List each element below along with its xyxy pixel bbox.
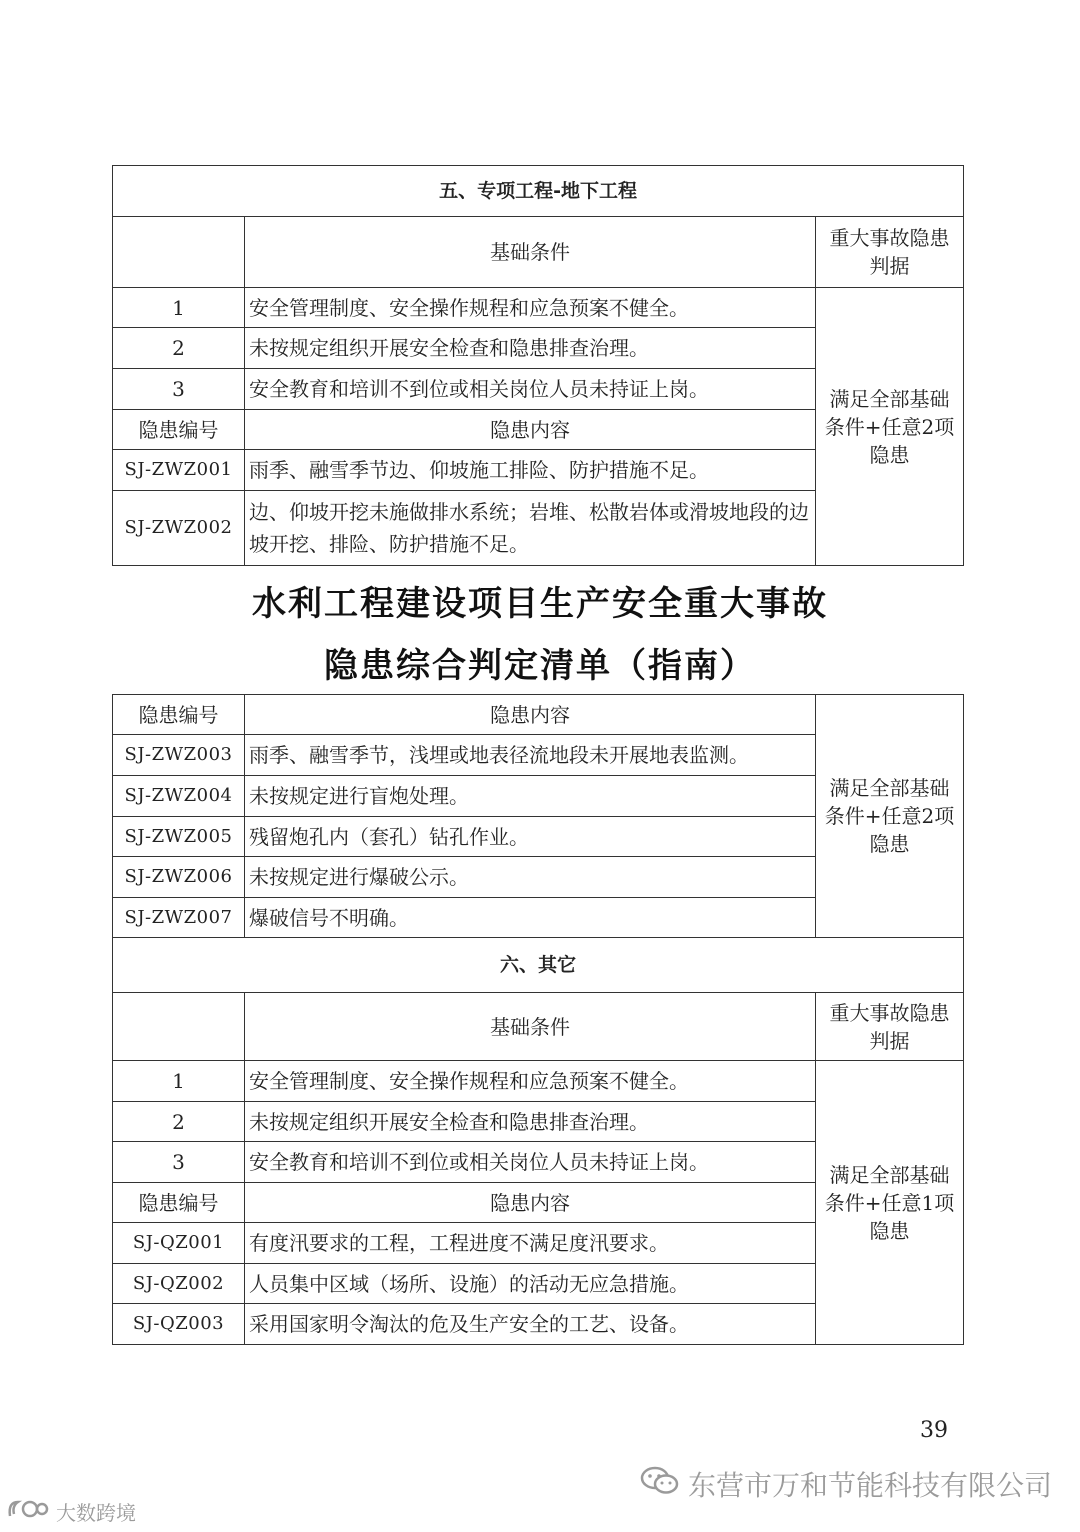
page-number: 39 — [920, 1418, 948, 1443]
hazard-code: SJ-ZWZ001 — [113, 450, 245, 491]
hazard-code: SJ-ZWZ003 — [113, 735, 245, 776]
hazard-text: 未按规定进行爆破公示。 — [245, 857, 816, 898]
section5-6-table — [112, 694, 964, 1345]
section5-title: 五、专项工程-地下工程 — [113, 166, 964, 217]
hazard-text: 采用国家明令淘汰的危及生产安全的工艺、设备。 — [245, 1304, 816, 1345]
criteria-cell: 满足全部基础条件+任意2项隐患 — [816, 695, 964, 938]
hazard-code: SJ-ZWZ002 — [113, 491, 245, 566]
condition-text: 未按规定组织开展安全检查和隐患排查治理。 — [245, 328, 816, 369]
criteria-header: 重大事故隐患判据 — [816, 217, 964, 288]
condition-text: 安全管理制度、安全操作规程和应急预案不健全。 — [245, 288, 816, 328]
condition-no: 2 — [113, 1102, 245, 1142]
condition-no: 3 — [113, 1142, 245, 1183]
condition-row — [113, 1061, 964, 1102]
watermark-brand-text: 大数跨境 — [56, 1501, 136, 1525]
condition-row — [113, 288, 964, 328]
hazard-code-header: 隐患编号 — [113, 695, 245, 735]
section6-title-row — [113, 938, 964, 993]
section6-head-row — [113, 993, 964, 1061]
document-title-line1: 水利工程建设项目生产安全重大事故 — [252, 584, 828, 624]
watermark-company — [640, 1464, 1052, 1504]
hazard-code: SJ-ZWZ005 — [113, 817, 245, 857]
hazard-content-header: 隐患内容 — [245, 1183, 816, 1223]
hazard-content-header: 隐患内容 — [245, 695, 816, 735]
condition-text: 安全教育和培训不到位或相关岗位人员未持证上岗。 — [245, 369, 816, 410]
basic-conditions-header: 基础条件 — [245, 993, 816, 1061]
criteria-cell: 满足全部基础条件+任意1项隐患 — [816, 1061, 964, 1345]
criteria-header: 重大事故隐患判据 — [816, 993, 964, 1061]
hazard-text: 人员集中区域（场所、设施）的活动无应急措施。 — [245, 1264, 816, 1304]
wechat-icon — [640, 1465, 680, 1504]
section6-title: 六、其它 — [113, 938, 964, 993]
hazard-content-header: 隐患内容 — [245, 410, 816, 450]
condition-text: 安全管理制度、安全操作规程和应急预案不健全。 — [245, 1061, 816, 1102]
hazard-text: 残留炮孔内（套孔）钻孔作业。 — [245, 817, 816, 857]
section5-title-row — [113, 166, 964, 217]
hazard-text: 有度汛要求的工程，工程进度不满足度汛要求。 — [245, 1223, 816, 1264]
condition-no: 3 — [113, 369, 245, 410]
condition-no: 1 — [113, 1061, 245, 1102]
empty-cell — [113, 217, 245, 288]
hazard-text: 未按规定进行盲炮处理。 — [245, 776, 816, 817]
hazard-code-header: 隐患编号 — [113, 1183, 245, 1223]
hazard-text: 雨季、融雪季节，浅埋或地表径流地段未开展地表监测。 — [245, 735, 816, 776]
criteria-cell: 满足全部基础条件+任意2项隐患 — [816, 288, 964, 566]
condition-text: 安全教育和培训不到位或相关岗位人员未持证上岗。 — [245, 1142, 816, 1183]
section5-table — [112, 165, 964, 566]
watermark-company-text: 东营市万和节能科技有限公司 — [688, 1469, 1053, 1502]
hazard-text: 雨季、融雪季节边、仰坡施工排险、防护措施不足。 — [245, 450, 816, 491]
hazard-code: SJ-QZ001 — [113, 1223, 245, 1264]
hazard-code: SJ-ZWZ006 — [113, 857, 245, 898]
hazard-text: 爆破信号不明确。 — [245, 898, 816, 938]
hazard-code: SJ-QZ002 — [113, 1264, 245, 1304]
empty-cell — [113, 993, 245, 1061]
logo-icon — [6, 1496, 50, 1527]
hazard-code: SJ-QZ003 — [113, 1304, 245, 1345]
watermark-brand — [6, 1496, 136, 1527]
hazard-code: SJ-ZWZ004 — [113, 776, 245, 817]
condition-no: 2 — [113, 328, 245, 369]
hazard-code-header: 隐患编号 — [113, 410, 245, 450]
section5-head-row — [113, 217, 964, 288]
document-title-line2: 隐患综合判定清单（指南） — [324, 646, 756, 686]
basic-conditions-header: 基础条件 — [245, 217, 816, 288]
hazard-code: SJ-ZWZ007 — [113, 898, 245, 938]
hazard-text: 边、仰坡开挖未施做排水系统；岩堆、松散岩体或滑坡地段的边坡开挖、排险、防护措施不足。 — [245, 491, 816, 566]
condition-text: 未按规定组织开展安全检查和隐患排查治理。 — [245, 1102, 816, 1142]
hazard-head-row — [113, 695, 964, 735]
condition-no: 1 — [113, 288, 245, 328]
